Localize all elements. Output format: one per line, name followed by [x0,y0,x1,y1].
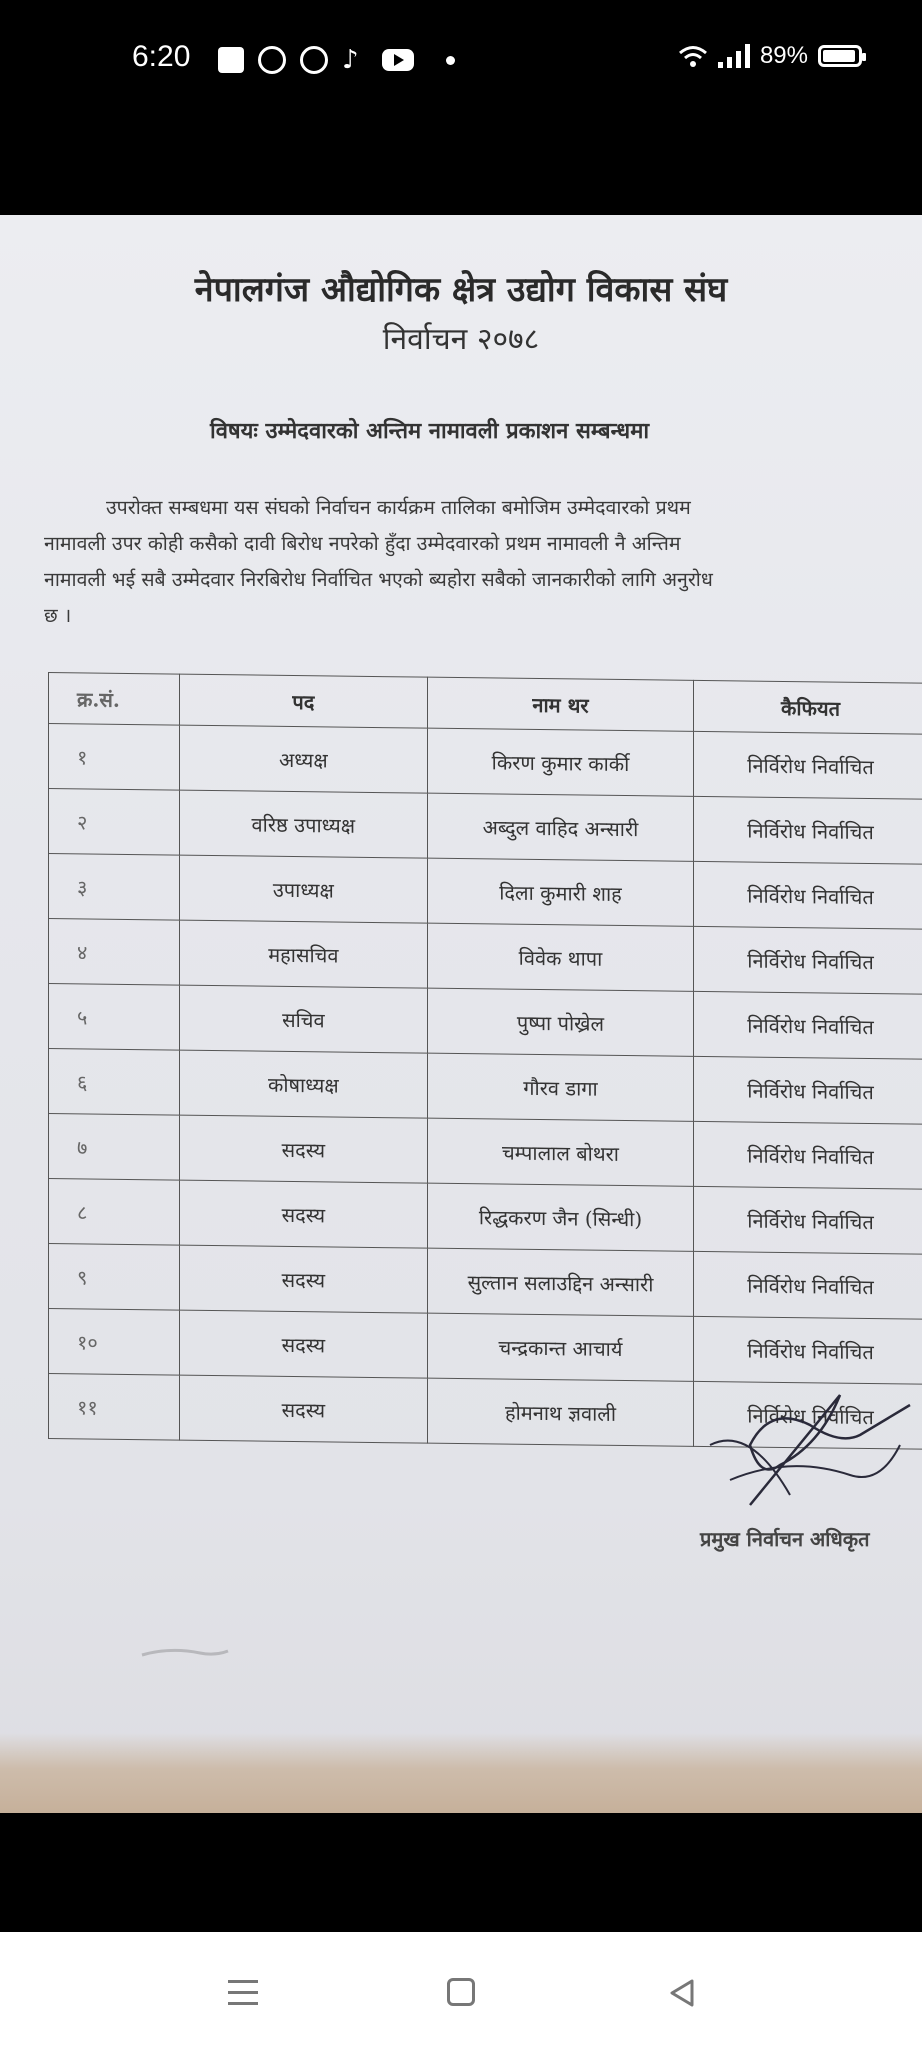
table-row [49,789,922,865]
cell-serial: ५ [49,984,180,1051]
home-icon[interactable] [447,1978,475,2006]
cell-name: विवेक थापा [427,923,693,991]
back-icon[interactable] [668,1978,696,2008]
clock: 6:20 [132,40,191,73]
cell-post: सदस्य [179,1375,427,1443]
cell-remarks: निर्विरोध निर्वाचित [694,1056,922,1124]
signature-image [690,1385,920,1515]
tiktok-icon: ♪ [342,45,359,75]
battery-icon [818,45,862,67]
paragraph-line: उपरोक्त सम्बधमा यस संघको निर्वाचन कार्यक्रम तालिका बमोजिम उम्मेदवारको प्रथम [106,496,691,519]
system-status [678,42,862,70]
status-bar [0,0,922,122]
document-paragraph [44,490,922,634]
cell-post: अध्यक्ष [179,725,427,793]
cell-remarks: निर्विरोध निर्वाचित [694,1316,922,1384]
cell-serial: १० [49,1309,180,1376]
recent-apps-icon[interactable] [228,1980,258,2013]
document-photo [0,215,922,1813]
table-row [49,854,922,930]
cell-remarks: निर्विरोध निर्वाचित [694,991,922,1059]
cell-post: सचिव [179,985,427,1053]
table-row [49,1114,922,1190]
table-body [49,724,922,1450]
table-row [49,1244,922,1320]
notification-icons [218,46,455,74]
cell-remarks: निर्विरोध निर्वाचित [694,1186,922,1254]
cell-post: महासचिव [179,920,427,988]
cell-name: गौरव डागा [427,1053,693,1121]
document-subtitle: निर्वाचन २०७८ [382,322,540,357]
cell-name: रिद्धकरण जैन (सिन्धी) [427,1183,693,1251]
cell-post: सदस्य [179,1115,427,1183]
table-row [49,1049,922,1125]
header-remarks: कैफियत [694,680,922,734]
document-title: नेपालगंज औद्योगिक क्षेत्र उद्योग विकास संघ [194,270,728,310]
cell-remarks: निर्विरोध निर्वाचित [694,1381,922,1449]
header-name: नाम थर [427,677,693,731]
cell-serial: ९ [49,1244,180,1311]
header-serial: क्र.सं. [49,673,180,726]
cell-remarks: निर्विरोध निर्वाचित [694,1121,922,1189]
cell-post: वरिष्ठ उपाध्यक्ष [179,790,427,858]
cell-serial: १ [49,724,180,791]
threads-icon [300,46,328,74]
notes-icon [218,47,244,73]
header-post: पद [179,674,427,728]
cell-name: होमनाथ ज्ञवाली [427,1378,693,1446]
messenger-icon [258,46,286,74]
cell-post: सदस्य [179,1310,427,1378]
table-row [49,1179,922,1255]
cell-serial: ८ [49,1179,180,1246]
cell-serial: ३ [49,854,180,921]
cell-post: सदस्य [179,1180,427,1248]
battery-percent: 89% [759,42,808,69]
wifi-icon [678,44,708,68]
table-row [49,984,922,1060]
cell-name: सुल्तान सलाउद्दिन अन्सारी [427,1248,693,1316]
paragraph-line: नामावली उपर कोही कसैको दावी बिरोध नपरेको हुँदा उम्मेदवारको प्रथम नामावली नै अन्तिम [44,532,681,555]
cell-remarks: निर्विरोध निर्वाचित [694,796,922,864]
cell-serial: ६ [49,1049,180,1116]
cell-name: अब्दुल वाहिद अन्सारी [427,793,693,861]
navigation-bar [0,1932,922,2048]
cell-remarks: निर्विरोध निर्वाचित [694,861,922,929]
candidates-table [48,672,922,1450]
signature-label: प्रमुख निर्वाचन अधिकृत [700,1527,870,1551]
cell-remarks: निर्विरोध निर्वाचित [694,731,922,799]
cell-remarks: निर्विरोध निर्वाचित [694,926,922,994]
cell-serial: ४ [49,919,180,986]
document-subject: विषयः उम्मेदवारको अन्तिम नामावली प्रकाशन सम्बन्धमा [210,418,650,444]
pencil-mark [140,1645,230,1659]
cell-remarks: निर्विरोध निर्वाचित [694,1251,922,1319]
table-row [49,724,922,800]
cell-name: किरण कुमार कार्की [427,728,693,796]
notice-document [0,215,922,1813]
cell-name: दिला कुमारी शाह [427,858,693,926]
cell-post: उपाध्यक्ष [179,855,427,923]
signal-icon [718,44,750,68]
table-row [49,919,922,995]
cell-name: पुष्पा पोख्रेल [427,988,693,1056]
table-row [49,1309,922,1385]
cell-serial: ११ [49,1374,180,1441]
more-notifications-dot [446,56,455,65]
youtube-icon [382,49,414,71]
cell-name: चम्पालाल बोथरा [427,1118,693,1186]
paragraph-line: नामावली भई सबै उम्मेदवार निरबिरोध निर्वाचित भएको ब्यहोरा सबैको जानकारीको लागि अनुरोध [44,568,713,591]
cell-post: कोषाध्यक्ष [179,1050,427,1118]
cell-name: चन्द्रकान्त आचार्य [427,1313,693,1381]
cell-serial: ७ [49,1114,180,1181]
cell-post: सदस्य [179,1245,427,1313]
cell-serial: २ [49,789,180,856]
paragraph-line: छ । [44,604,72,627]
